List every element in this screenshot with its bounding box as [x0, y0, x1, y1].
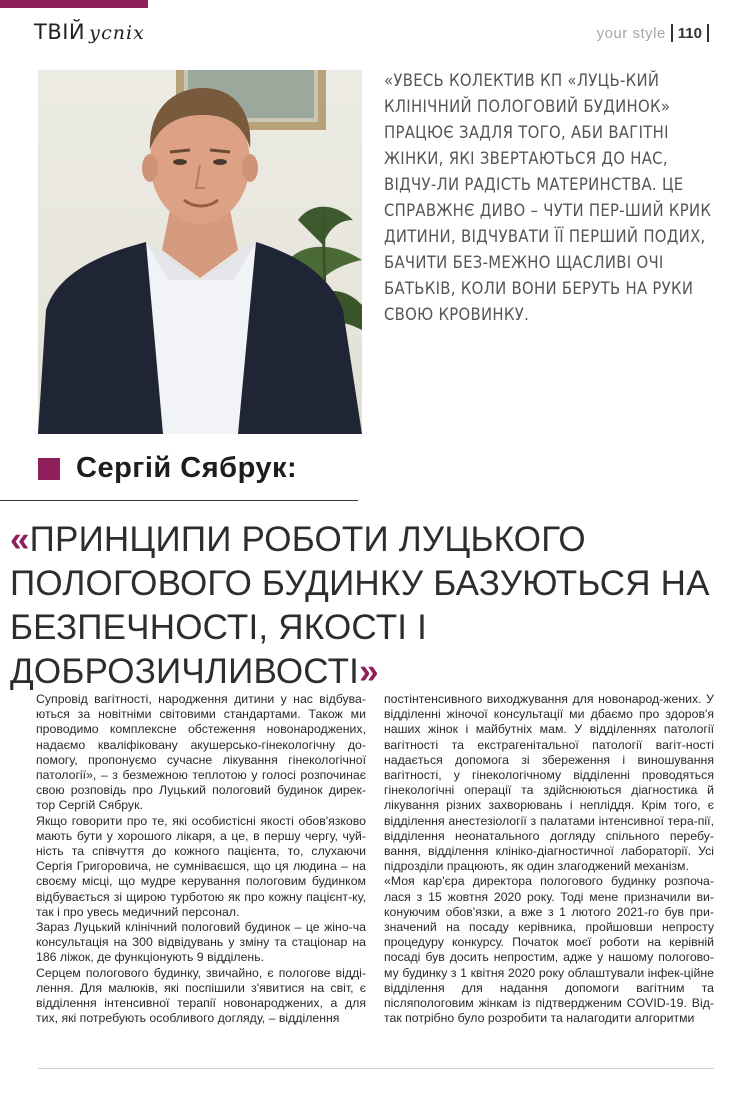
speaker-name: Сергій Сябрук: — [76, 452, 298, 484]
logo-script: успіх — [89, 22, 145, 44]
paragraph: Серцем пологового будинку, звичайно, є пологове відді-лення. Для малюків, які поспішили з'явитися на світ, є відділення інтенсивної терапії новонароджених, а для тих, які потребують особливого догляду, – відділення — [36, 965, 366, 1026]
article-body — [36, 692, 714, 1067]
portrait-illustration — [38, 70, 362, 434]
divider — [707, 24, 709, 42]
article-headline — [10, 518, 735, 694]
heading-underline — [0, 500, 358, 501]
open-quote-mark: « — [10, 520, 30, 559]
footer-rule — [38, 1068, 714, 1069]
speaker-heading — [38, 452, 297, 485]
logo-main: ТВІЙ — [34, 20, 86, 44]
pull-quote: «УВЕСЬ КОЛЕКТИВ КП «ЛУЦЬ-КИЙ КЛІНІЧНИЙ ПОЛОГОВИЙ БУДИНОК» ПРАЦЮЄ ЗАДЛЯ ТОГО, АБИ ВАГІТНІ ЖІНКИ, ЯКІ ЗВЕРТАЮТЬСЯ ДО НАС, ВІДЧУ-ЛИ РАДІСТЬ МАТЕРИНСТВА. ЦЕ СПРАВЖНЄ ДИВО – ЧУТИ ПЕР-ШИЙ КРИК ДИТИНИ, ВІДЧУВАТИ ЇЇ ПЕРШИЙ ПОДИХ, БАЧИТИ БЕЗ-МЕЖНО ЩАСЛИВІ ОЧІ БАТЬКІВ, КОЛИ ВОНИ БЕРУТЬ НА РУКИ СВОЮ КРОВИНКУ. — [384, 71, 712, 324]
accent-square-icon — [38, 458, 60, 480]
paragraph: Зараз Луцький клінічний пологовий будинок – це жіно-ча консультація на 300 відвідувань у зміну та стаціонар на 186 ліжок, де функціонують 9 відділень. — [36, 920, 366, 965]
paragraph: «Моя кар'єра директора пологового будинку розпоча-лася з 15 жовтня 2020 року. Тоді мене призначили ви-конуючим обов'язки, а вже з 1 лютого 2021-го був при-значений на посаду керівника, пройшовши непросту процедуру конкурсу. Початок моєї роботи на керівній посаді був досить непростим, адже у нашому пологово-му будинку з 1 квітня 2020 року облаштували інфек-ційне відділення для надання допомоги вагітним та післяпологовим жінкам із підтвердженим COVID-19. Від-так потрібно було розробити та налагодити алгоритми — [384, 874, 714, 1026]
article-column-2 — [384, 692, 714, 1067]
divider — [671, 24, 673, 42]
portrait-photo — [38, 70, 362, 434]
magazine-logo — [34, 20, 145, 44]
close-quote-mark: » — [359, 652, 379, 691]
page-number: 110 — [677, 24, 702, 42]
paragraph: Якщо говорити про те, які особистісні якості обов'язково мають бути у хорошого лікаря, а це, в першу чергу, чуй-ність та співчуття до кожного пацієнта, то, слухаючи Сергія Григоровича, не сумніваєшся, що ця людина – на своєму місці, що мудре керування пологовим будинком відбувається зі щирою турботою як про кожну пацієнт-ку, так і про увесь медичний персонал. — [36, 813, 366, 919]
section-label: your style — [596, 24, 666, 42]
article-column-1 — [36, 692, 366, 1067]
paragraph: Супровід вагітності, народження дитини у нас відбува-ються за новітніми світовими стандартами. Також ми проводимо комплексне обстеження новонароджених, надаємо кваліфіковану акушерсько-гінекологічну до-помогу, пропонуємо сучасне лікування гінекологічної патології», – з безмежною теплотою у голосі розпочинає свою розповідь про Луцький пологовий будинок дирек-тор Сергій Сябрук. — [36, 692, 366, 813]
paragraph: постінтенсивного виходжування для новонарод-жених. У відділенні жіночої консультації ми дбаємо про здоров'я наших жінок і майбутніх мам. У відділеннях патології вагітності та екстрагенітальної патології вагіт-ності надається допомога зі збереження і виношування вагітності, у гінекологічному відділенні проводяться гінекологічні операції та здійснюються діагностика й лікування різних захворювань і непліддя. Крім того, є відділення анестезіології з палатами інтенсивної тера-пії, відділення неонатального догляду спільного перебу-вання, відділення клініко-діагностичної лабораторії. Усі підрозділи працюють, як один злагоджений механізм. — [384, 692, 714, 874]
page-meta — [597, 24, 714, 42]
accent-bar — [0, 0, 148, 8]
headline-text: ПРИНЦИПИ РОБОТИ ЛУЦЬКОГО ПОЛОГОВОГО БУДИНКУ БАЗУЮТЬСЯ НА БЕЗПЕЧНОСТІ, ЯКОСТІ І ДОБРОЗИЧЛИВОСТІ — [10, 520, 710, 691]
